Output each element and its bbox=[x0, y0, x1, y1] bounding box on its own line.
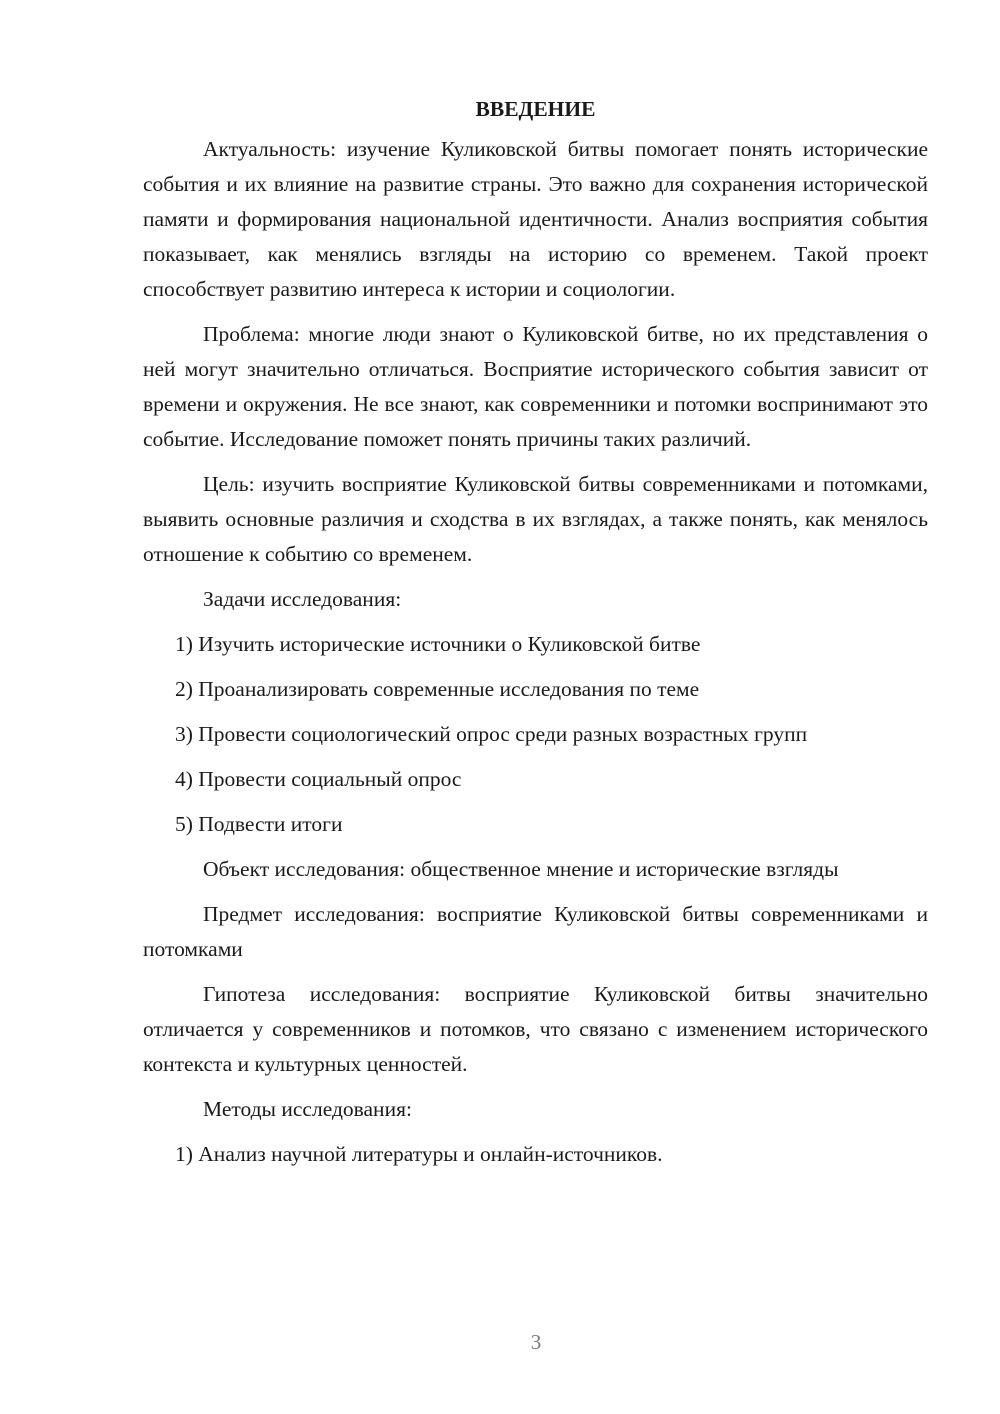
paragraph-object: Объект исследования: общественное мнение и исторические взгляды bbox=[203, 857, 839, 881]
task-item-5: 5) Подвести итоги bbox=[175, 812, 343, 836]
method-item-1: 1) Анализ научной литературы и онлайн-источников. bbox=[175, 1142, 663, 1166]
paragraph-relevance: Актуальность: изучение Куликовской битвы помогает понять исторические события и их влияние на развитие страны. Это важно для сохранения исторической памяти и формирования национальной идентичности. Анализ восприятия события показывает, как менялись взгляды на историю со временем. Такой проект способствует развитию интереса к истории и социологии. bbox=[143, 137, 928, 301]
paragraph-problem: Проблема: многие люди знают о Куликовской битве, но их представления о ней могут значительно отличаться. Восприятие исторического события зависит от времени и окружения. Не все знают, как современники и потомки воспринимают это событие. Исследование поможет понять причины таких различий. bbox=[143, 322, 928, 451]
document-page bbox=[143, 92, 928, 1182]
paragraph-subject: Предмет исследования: восприятие Куликовской битвы современниками и потомками bbox=[143, 902, 928, 961]
task-item-1: 1) Изучить исторические источники о Куликовской битве bbox=[175, 632, 701, 656]
task-item-2: 2) Проанализировать современные исследования по теме bbox=[175, 677, 700, 701]
paragraph-goal: Цель: изучить восприятие Куликовской битвы современниками и потомками, выявить основные различия и сходства в их взглядах, а также понять, как менялось отношение к событию со временем. bbox=[143, 472, 928, 566]
task-item-4: 4) Провести социальный опрос bbox=[175, 767, 462, 791]
tasks-label: Задачи исследования: bbox=[203, 587, 402, 611]
page-number: 3 bbox=[530, 1330, 542, 1354]
methods-label: Методы исследования: bbox=[203, 1097, 412, 1121]
task-item-3: 3) Провести социологический опрос среди разных возрастных групп bbox=[175, 722, 808, 746]
section-title: ВВЕДЕНИЕ bbox=[475, 97, 596, 121]
paragraph-hypothesis: Гипотеза исследования: восприятие Куликовской битвы значительно отличается у современников и потомков, что связано с изменением исторического контекста и культурных ценностей. bbox=[143, 982, 928, 1076]
